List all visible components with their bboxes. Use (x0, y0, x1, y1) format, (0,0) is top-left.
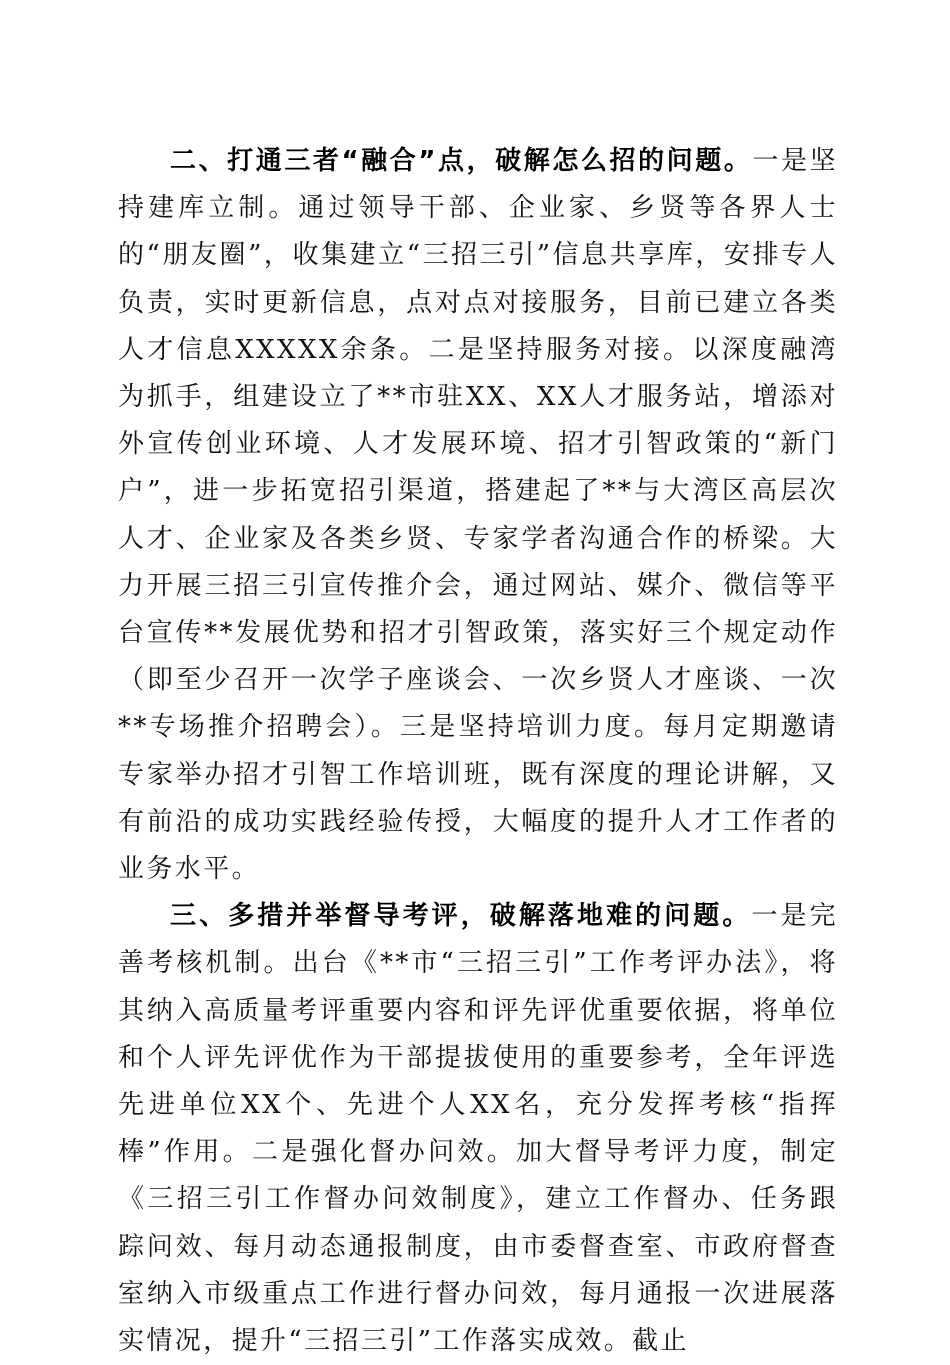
document-body (118, 138, 838, 1365)
paragraph-section-two (118, 138, 838, 893)
paragraph-text: 一是完善考核机制。出台《**市“三招三引”工作考评办法》，将其纳入高质量考评重要内容和评先评优重要依据，将单位和个人评先评优作为干部提拔使用的重要参考，全年评选先进单位XX个、先进个人XX名，充分发挥考核“指挥棒”作用。二是强化督办问效。加大督导考评力度，制定《三招三引工作督办问效制度》，建立工作督办、任务跟踪问效、每月动态通报制度，由市委督查室、市政府督查室纳入市级重点工作进行督办问效，每月通报一次进展落实情况，提升“三招三引”工作落实成效。截止 (118, 901, 838, 1357)
section-heading: 三、多措并举督导考评，破解落地难的问题。 (170, 901, 752, 932)
section-heading: 二、打通三者“融合”点，破解怎么招的问题。 (170, 146, 753, 176)
paragraph-section-three (118, 893, 838, 1365)
paragraph-text: 一是坚持建库立制。通过领导干部、企业家、乡贤等各界人士的“朋友圈”，收集建立“三招三引”信息共享库，安排专人负责，实时更新信息，点对点对接服务，目前已建立各类人才信息XXXXX余条。二是坚持服务对接。以深度融湾为抓手，组建设立了**市驻XX、XX人才服务站，增添对外宣传创业环境、人才发展环境、招才引智政策的“新门户”，进一步拓宽招引渠道，搭建起了**与大湾区高层次人才、企业家及各类乡贤、专家学者沟通合作的桥梁。大力开展三招三引宣传推介会，通过网站、媒介、微信等平台宣传**发展优势和招才引智政策，落实好三个规定动作（即至少召开一次学子座谈会、一次乡贤人才座谈、一次**专场推介招聘会）。三是坚持培训力度。每月定期邀请专家举办招才引智工作培训班，既有深度的理论讲解，又有前沿的成功实践经验传授，大幅度的提升人才工作者的业务水平。 (118, 146, 839, 885)
